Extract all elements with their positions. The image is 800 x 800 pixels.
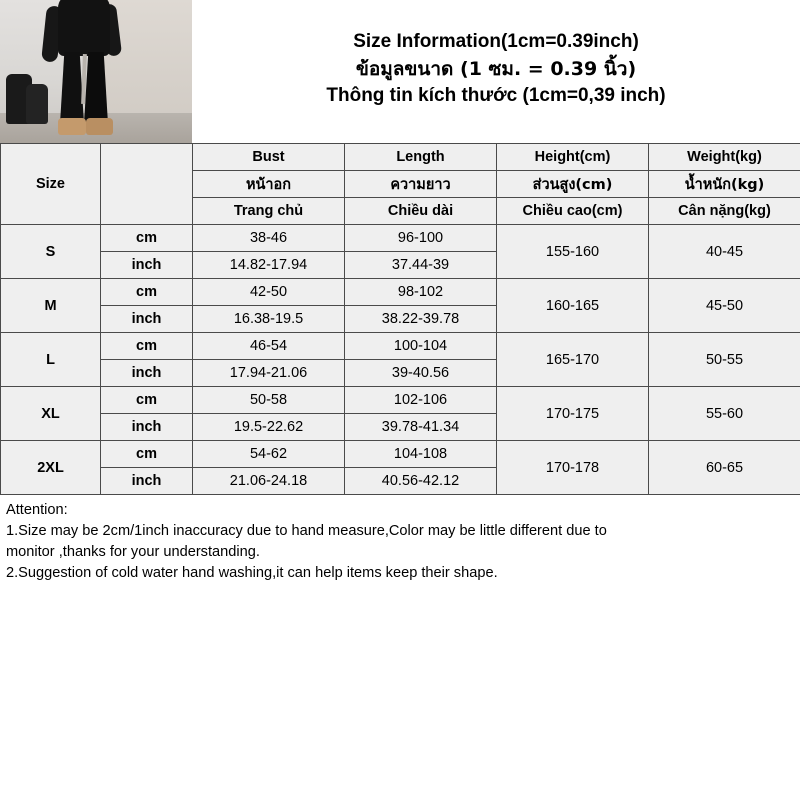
product-photo — [0, 0, 192, 143]
bust-cm-m: 42-50 — [193, 279, 345, 306]
row-size-m: M — [1, 279, 101, 333]
length-cm-2xl: 104-108 — [345, 441, 497, 468]
length-inch-l: 39-40.56 — [345, 360, 497, 387]
bust-inch-s: 14.82-17.94 — [193, 252, 345, 279]
title-english: Size Information(1cm=0.39inch) — [353, 31, 639, 53]
header-height-en: Height(cm) — [497, 144, 649, 171]
bust-cm-s: 38-46 — [193, 225, 345, 252]
header-length-th: ความยาว — [345, 171, 497, 198]
unit-inch: inch — [101, 414, 193, 441]
unit-cm: cm — [101, 225, 193, 252]
length-cm-xl: 102-106 — [345, 387, 497, 414]
bust-inch-l: 17.94-21.06 — [193, 360, 345, 387]
header-weight-en: Weight(kg) — [649, 144, 800, 171]
header-height-th: ส่วนสูง(cm) — [497, 171, 649, 198]
row-size-l: L — [1, 333, 101, 387]
length-cm-s: 96-100 — [345, 225, 497, 252]
attention-block — [0, 495, 800, 585]
weight-m: 45-50 — [649, 279, 800, 333]
header-size-label: Size — [1, 144, 101, 225]
weight-2xl: 60-65 — [649, 441, 800, 495]
unit-cm: cm — [101, 387, 193, 414]
bust-inch-xl: 19.5-22.62 — [193, 414, 345, 441]
bust-cm-l: 46-54 — [193, 333, 345, 360]
unit-inch: inch — [101, 360, 193, 387]
bust-inch-2xl: 21.06-24.18 — [193, 468, 345, 495]
weight-s: 40-45 — [649, 225, 800, 279]
length-inch-2xl: 40.56-42.12 — [345, 468, 497, 495]
header-bust-vi: Trang chủ — [193, 198, 345, 225]
size-table — [0, 143, 800, 495]
attention-line-2: monitor ,thanks for your understanding. — [6, 544, 260, 561]
photo-shoe-right — [86, 118, 113, 135]
header-bust-en: Bust — [193, 144, 345, 171]
unit-cm: cm — [101, 279, 193, 306]
length-inch-xl: 39.78-41.34 — [345, 414, 497, 441]
height-2xl: 170-178 — [497, 441, 649, 495]
height-s: 155-160 — [497, 225, 649, 279]
row-size-s: S — [1, 225, 101, 279]
height-xl: 170-175 — [497, 387, 649, 441]
attention-line-3: 2.Suggestion of cold water hand washing,it can help items keep their shape. — [6, 565, 498, 582]
photo-boot-right — [26, 84, 48, 124]
weight-l: 50-55 — [649, 333, 800, 387]
header-length-vi: Chiều dài — [345, 198, 497, 225]
length-cm-l: 100-104 — [345, 333, 497, 360]
title-block — [192, 0, 800, 143]
length-inch-m: 38.22-39.78 — [345, 306, 497, 333]
row-size-xl: XL — [1, 387, 101, 441]
header-weight-vi: Cân nặng(kg) — [649, 198, 800, 225]
header-height-vi: Chiều cao(cm) — [497, 198, 649, 225]
unit-inch: inch — [101, 252, 193, 279]
header-weight-th: น้ำหนัก(kg) — [649, 171, 800, 198]
length-cm-m: 98-102 — [345, 279, 497, 306]
table-row — [1, 225, 800, 252]
length-inch-s: 37.44-39 — [345, 252, 497, 279]
table-row — [1, 279, 800, 306]
bust-inch-m: 16.38-19.5 — [193, 306, 345, 333]
weight-xl: 55-60 — [649, 387, 800, 441]
header — [0, 0, 800, 143]
header-bust-th: หน้าอก — [193, 171, 345, 198]
photo-shoe-left — [58, 118, 86, 135]
title-thai: ข้อมูลขนาด (1 ซม. = 0.39 นิ้ว) — [355, 58, 637, 81]
bust-cm-xl: 50-58 — [193, 387, 345, 414]
header-unit-label — [101, 144, 193, 225]
table-header-row-english — [1, 144, 800, 171]
unit-inch: inch — [101, 468, 193, 495]
header-length-en: Length — [345, 144, 497, 171]
row-size-2xl: 2XL — [1, 441, 101, 495]
title-vietnamese: Thông tin kích thước (1cm=0,39 inch) — [326, 84, 666, 106]
unit-cm: cm — [101, 441, 193, 468]
photo-model-torso — [58, 0, 110, 56]
attention-line-1: 1.Size may be 2cm/1inch inaccuracy due to hand measure,Color may be little different due to — [6, 523, 607, 540]
height-l: 165-170 — [497, 333, 649, 387]
attention-heading: Attention: — [6, 502, 68, 518]
table-row — [1, 441, 800, 468]
bust-cm-2xl: 54-62 — [193, 441, 345, 468]
table-row — [1, 387, 800, 414]
table-row — [1, 333, 800, 360]
height-m: 160-165 — [497, 279, 649, 333]
unit-cm: cm — [101, 333, 193, 360]
unit-inch: inch — [101, 306, 193, 333]
